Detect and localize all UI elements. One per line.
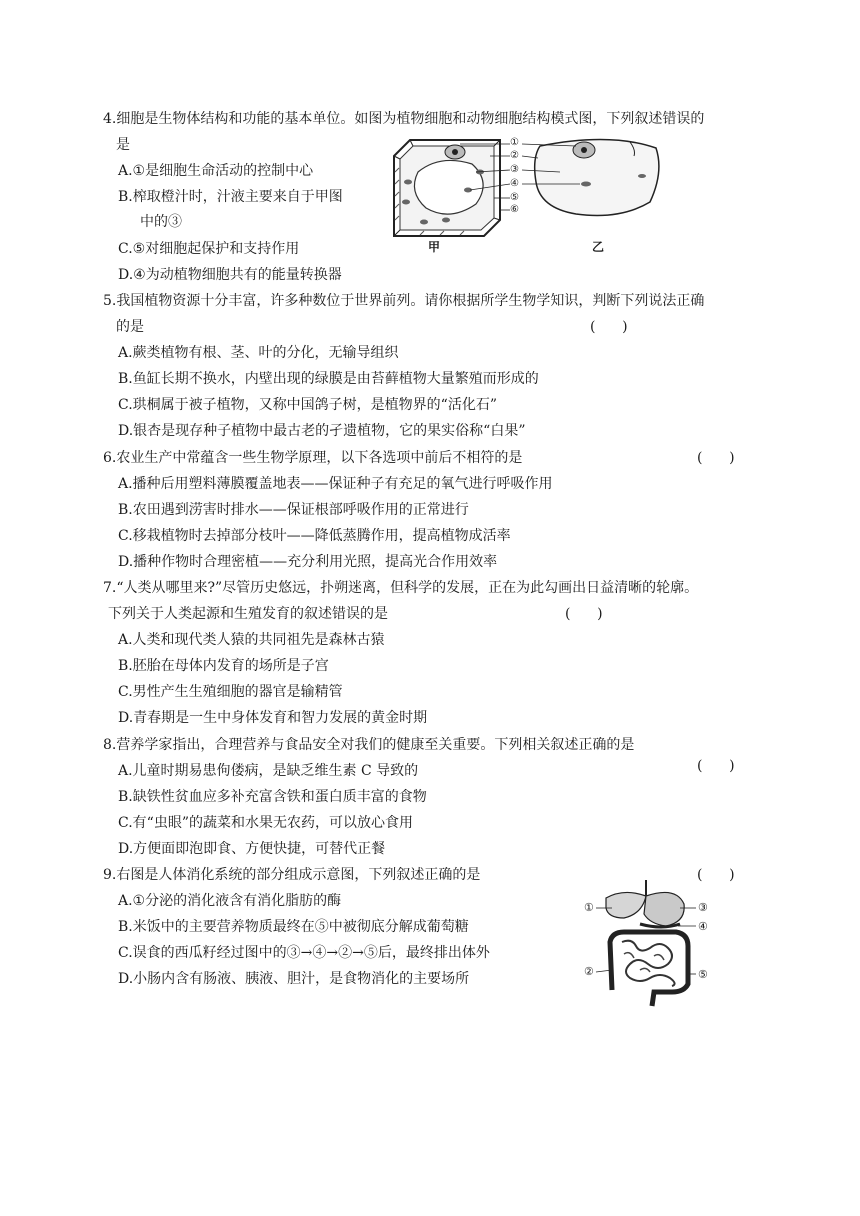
q5-stem-line1: 5.我国植物资源十分丰富，许多种数位于世界前列。请你根据所学生物学知识，判断下列说法正确 [103,293,705,309]
q4-option-c: C.⑤对细胞起保护和支持作用 [118,241,300,257]
q4-option-b-line2: 中的③ [140,214,182,230]
q9-option-c: C.误食的西瓜籽经过图中的③→④→②→⑤后，最终排出体外 [118,945,490,961]
q8-option-c: C.有“虫眼”的蔬菜和水果无农药，可以放心食用 [118,815,413,831]
q8-stem: 8.营养学家指出，合理营养与食品安全对我们的健康至关重要。下列相关叙述正确的是 [103,737,635,753]
q4-option-b-line1: B.榨取橙汁时，汁液主要来自于甲图 [118,189,343,205]
fig9-label-4: ④ [698,920,708,933]
q6-option-a: A.播种后用塑料薄膜覆盖地表——保证种子有充足的氧气进行呼吸作用 [118,476,553,492]
q8-option-a: A.儿童时期易患佝偻病，是缺乏维生素 C 导致的 [118,763,419,779]
fig9-label-3: ③ [698,901,708,914]
q7-stem-line2: 下列关于人类起源和生殖发育的叙述错误的是 [108,606,388,622]
q8-option-d: D.方便面即泡即食、方便快捷，可替代正餐 [118,841,386,857]
q7-option-b: B.胚胎在母体内发育的场所是子宫 [118,658,329,674]
q8-answer-paren: ( ) [697,758,735,774]
q4-option-d: D.④为动植物细胞共有的能量转换器 [118,267,342,283]
fig9-label-5: ⑤ [698,968,708,981]
q5-option-d: D.银杏是现存种子植物中最古老的孑遗植物，它的果实俗称“白果” [118,423,526,439]
q4-stem-line1: 4.细胞是生物体结构和功能的基本单位。如图为植物细胞和动物细胞结构模式图，下列叙述错误的 [103,111,705,127]
q7-option-d: D.青春期是一生中身体发育和智力发展的黄金时期 [118,710,428,726]
fig-label-4: ④ [510,178,519,189]
cell-structure-svg [380,132,670,262]
q6-answer-paren: ( ) [697,450,735,466]
fig-label-5: ⑤ [510,192,519,203]
fig-label-6: ⑥ [510,204,519,215]
q6-stem: 6.农业生产中常蕴含一些生物学原理，以下各选项中前后不相符的是 [103,450,523,466]
q6-option-b: B.农田遇到涝害时排水——保证根部呼吸作用的正常进行 [118,502,469,518]
fig-label-3: ③ [510,164,519,175]
fig-label-1: ① [510,137,519,148]
q5-option-c: C.珙桐属于被子植物，又称中国鸽子树，是植物界的“活化石” [118,397,497,413]
q7-option-c: C.男性产生生殖细胞的器官是输精管 [118,684,343,700]
q6-option-d: D.播种作物时合理密植——充分利用光照，提高光合作用效率 [118,554,498,570]
caption-jia: 甲 [428,240,441,254]
q7-option-a: A.人类和现代类人猿的共同祖先是森林古猿 [118,632,385,648]
caption-yi: 乙 [592,240,605,254]
q9-option-a: A.①分泌的消化液含有消化脂肪的酶 [118,893,342,909]
digestive-system-svg [584,880,714,1010]
q7-stem-line1: 7.“人类从哪里来?”尽管历史悠远，扑朔迷离，但科学的发展，正在为此勾画出日益清晰的轮廓。 [103,580,699,596]
cell-structure-figure [380,132,670,262]
q5-answer-paren: ( ) [590,319,628,335]
q7-answer-paren: ( ) [565,606,603,622]
q4-option-a: A.①是细胞生命活动的控制中心 [118,163,314,179]
fig-label-2: ② [510,150,519,161]
fig9-label-2: ② [584,965,594,978]
q9-option-b: B.米饭中的主要营养物质最终在⑤中被彻底分解成葡萄糖 [118,919,469,935]
q4-stem-line2: 是 [116,137,130,153]
q9-answer-paren: ( ) [697,867,735,883]
q6-option-c: C.移栽植物时去掉部分枝叶——降低蒸腾作用，提高植物成活率 [118,528,511,544]
q5-option-b: B.鱼缸长期不换水，内壁出现的绿膜是由苔藓植物大量繁殖而形成的 [118,371,539,387]
q5-option-a: A.蕨类植物有根、茎、叶的分化，无输导组织 [118,345,399,361]
fig9-label-1: ① [584,901,594,914]
q5-stem-line2: 的是 [116,319,144,335]
q8-option-b: B.缺铁性贫血应多补充富含铁和蛋白质丰富的食物 [118,789,427,805]
q9-option-d: D.小肠内含有肠液、胰液、胆汁，是食物消化的主要场所 [118,971,470,987]
q9-stem: 9.右图是人体消化系统的部分组成示意图，下列叙述正确的是 [103,867,481,883]
digestive-system-figure [584,880,714,1010]
